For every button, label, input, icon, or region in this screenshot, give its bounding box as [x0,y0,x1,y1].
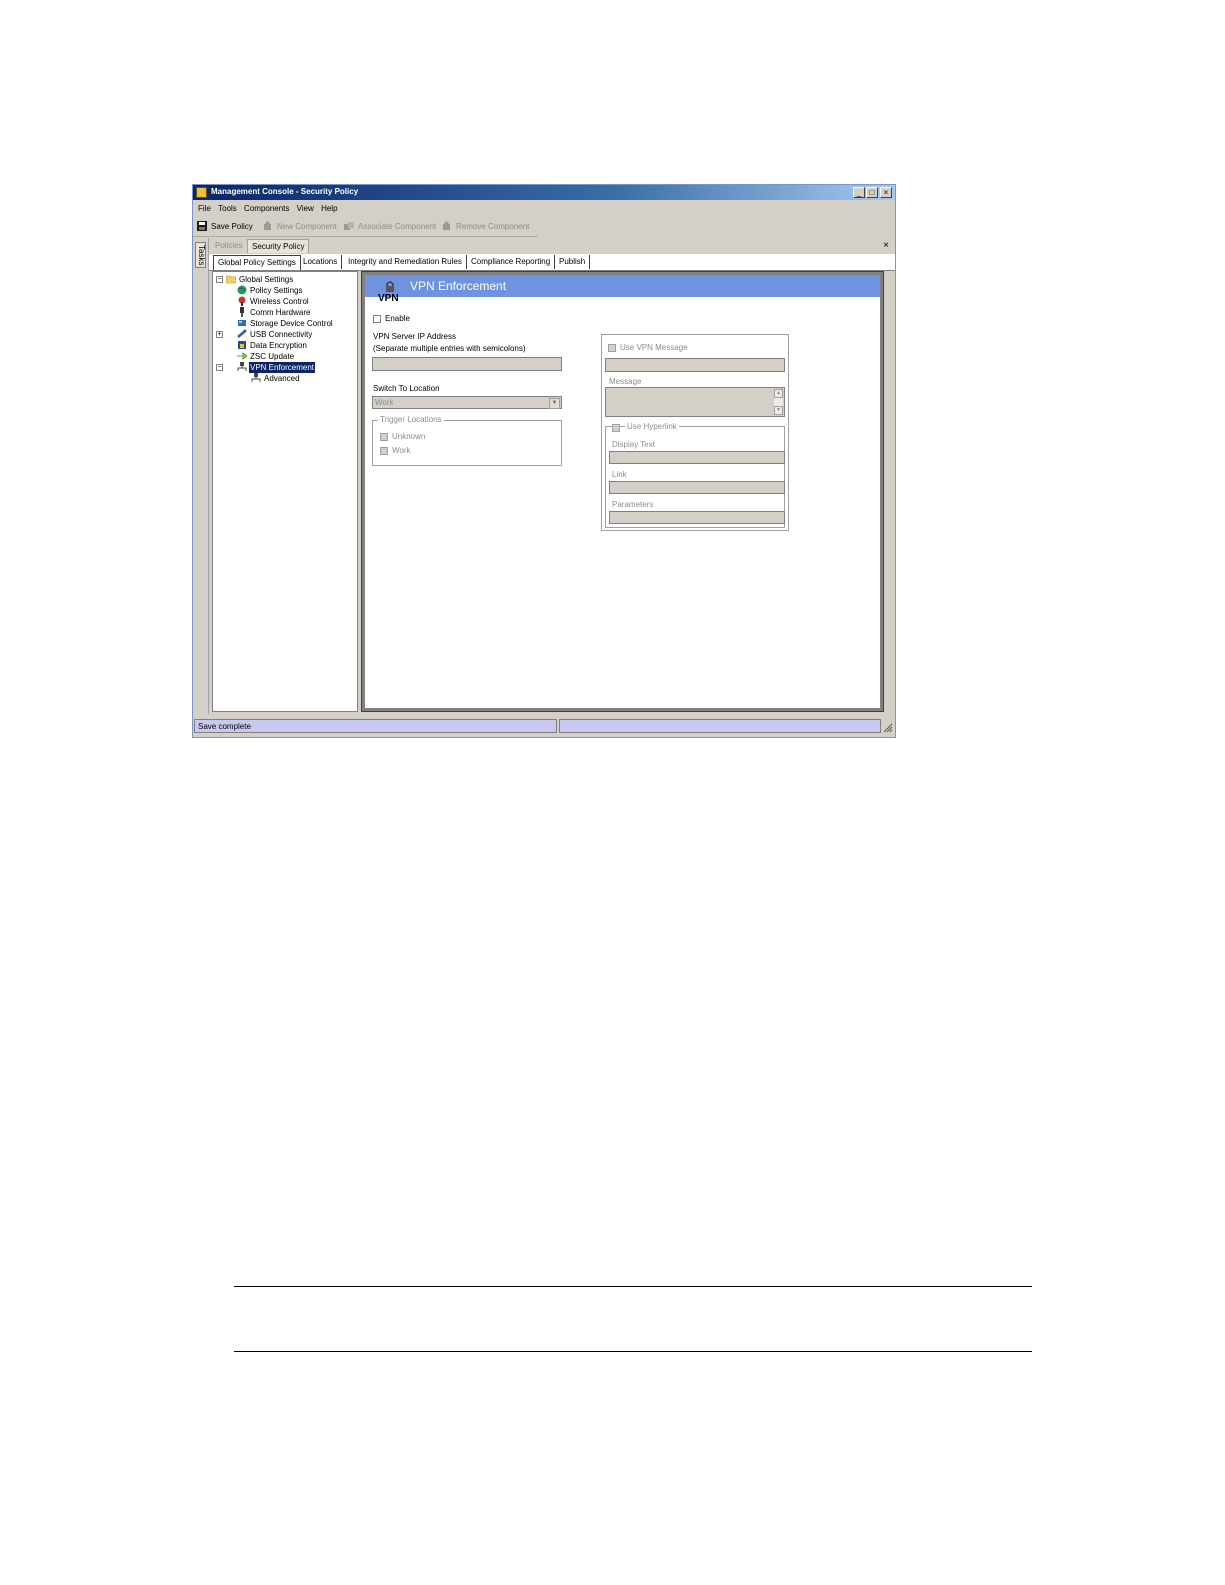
remove-component-button[interactable] [442,220,529,233]
enable-label: Enable [385,314,410,323]
menu-help[interactable]: Help [321,204,338,213]
parameters-label: Parameters [612,500,654,509]
globe-icon [237,285,247,295]
use-hyperlink-label: Use Hyperlink [627,422,677,431]
use-vpn-message-checkbox[interactable] [608,344,616,352]
selected-tree-label: VPN Enforcement [250,363,315,372]
switch-location-value: Work [375,398,394,407]
panel-title: VPN Enforcement [410,279,507,293]
status-panel-secondary [559,719,881,733]
link-label: Link [612,470,627,479]
tab-locations[interactable]: Locations [299,255,342,269]
trigger-locations-title: Trigger Locations [380,415,442,424]
close-tab-icon[interactable]: × [883,240,889,251]
usb-icon [237,329,247,339]
message-scrollbar[interactable] [774,389,783,415]
title-bar[interactable] [193,185,895,200]
collapse-icon[interactable]: − [217,276,222,283]
scroll-up-icon[interactable]: ▲ [774,389,783,398]
message-label: Message [609,377,642,386]
vpn-enforcement-panel [365,275,880,708]
folder-icon [226,274,236,284]
puzzle-piece-icon [263,221,273,231]
menu-view[interactable]: View [296,204,314,213]
menu-components[interactable]: Components [244,204,290,213]
tree-root-label: Global Settings [239,275,294,284]
vpn-network-icon [237,362,247,372]
tab-policies[interactable]: Policies [215,241,243,250]
new-component-button[interactable] [263,220,337,233]
new-component-label: New Component [277,222,337,231]
trigger-unknown-checkbox[interactable] [380,433,388,441]
close-button[interactable]: × [880,187,892,198]
link-input[interactable] [609,481,785,494]
message-textarea[interactable] [605,387,785,417]
tab-compliance-reporting[interactable]: Compliance Reporting [467,255,555,269]
plug-icon [237,307,247,317]
tasks-label: Tasks [197,245,206,266]
server-ip-label: VPN Server IP Address [373,332,456,341]
app-window [192,184,896,738]
associate-component-button[interactable] [344,220,436,233]
tab-global-policy-settings[interactable]: Global Policy Settings [213,255,301,270]
document-tabs [209,238,895,253]
server-ip-input[interactable] [372,357,562,371]
menu-bar [193,201,895,216]
wireless-icon [237,296,247,306]
display-text-input[interactable] [609,451,785,464]
scroll-down-icon[interactable]: ▼ [774,406,783,415]
remove-component-label: Remove Component [456,222,530,231]
switch-location-select[interactable] [372,396,562,409]
content-frame [361,271,884,712]
tab-security-policy[interactable]: Security Policy [247,239,309,253]
menu-tools[interactable]: Tools [218,204,237,213]
status-bar [193,716,895,737]
use-hyperlink-checkbox[interactable] [612,424,620,432]
trigger-work-checkbox[interactable] [380,447,388,455]
associate-component-label: Associate Component [358,222,437,231]
maximize-button[interactable]: □ [866,187,878,198]
horizontal-rule [234,1286,1032,1287]
vpn-icon-text: VPN [378,293,399,304]
vpn-message-group [601,334,789,531]
vpn-message-title-input[interactable] [605,358,785,372]
minimize-button[interactable]: _ [853,187,865,198]
toolbar [193,217,538,237]
vpn-network-icon [251,373,261,383]
tab-publish[interactable]: Publish [555,255,590,269]
display-text-label: Display Text [612,440,655,449]
save-policy-label: Save Policy [211,222,253,231]
update-arrow-icon [237,351,247,361]
encryption-icon [237,340,247,350]
save-policy-button[interactable] [197,220,253,233]
status-text: Save complete [194,719,557,733]
tasks-sidebar [193,238,209,714]
menu-file[interactable]: File [198,204,211,213]
panel-header [365,275,880,297]
horizontal-rule [234,1351,1032,1352]
tab-integrity-remediation[interactable]: Integrity and Remediation Rules [344,255,467,269]
settings-tree: − Global Settings Policy Settings Wireless Control Comm Hardware Storage Device Control + USB Connectivity Data Encryption ZSC Update − VPN Enforcement Advanced [212,271,358,712]
collapse-icon[interactable]: − [217,364,222,371]
remove-component-icon [442,221,452,231]
trigger-work-label: Work [392,446,411,455]
storage-device-icon [237,318,247,328]
trigger-locations-group [372,415,562,466]
use-vpn-message-label: Use VPN Message [620,343,688,352]
switch-location-label: Switch To Location [373,384,440,393]
resize-grip-icon[interactable] [883,721,893,733]
hyperlink-group [605,422,785,528]
chevron-down-icon[interactable]: ▼ [549,398,560,409]
parameters-input[interactable] [609,511,785,524]
app-shield-icon [196,187,207,198]
trigger-unknown-label: Unknown [392,432,426,441]
settings-tabs [209,254,895,271]
enable-checkbox[interactable] [373,315,381,323]
vpn-lock-icon [377,281,403,305]
expand-icon[interactable]: + [217,331,222,338]
server-ip-hint: (Separate multiple entries with semicolons) [373,344,526,353]
link-component-icon [344,221,354,231]
tasks-tab[interactable] [195,242,206,268]
window-title: Management Console - Security Policy [211,187,359,196]
floppy-disk-icon [197,221,207,231]
